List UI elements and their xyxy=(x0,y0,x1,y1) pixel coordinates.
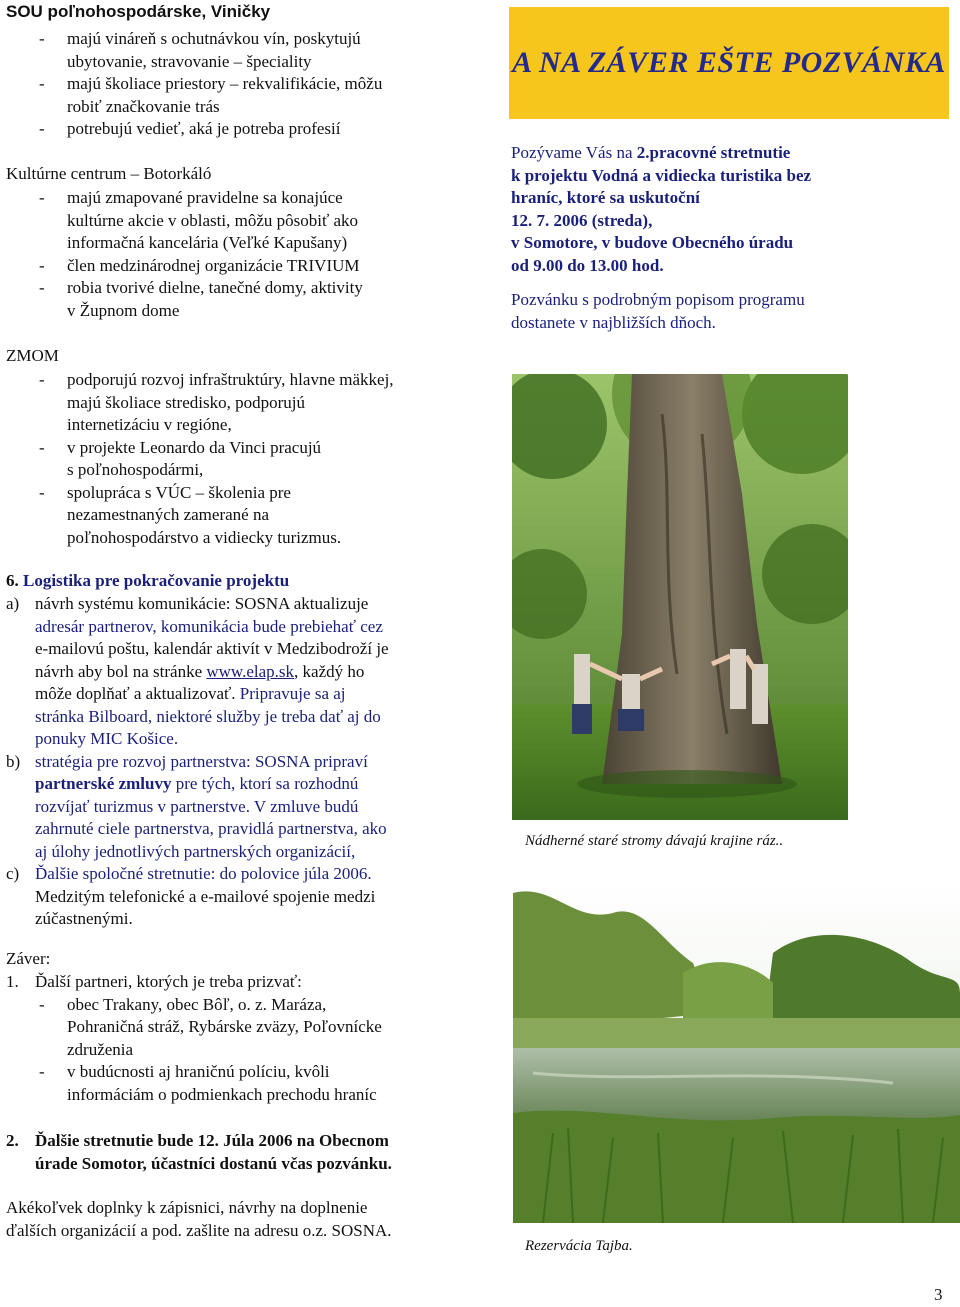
list-item: - podporujú rozvoj infraštruktúry, hlavne mäkkej, majú školiace stredisko, podporujú internetizáciu v regióne, xyxy=(39,370,394,434)
list-item: - majú vináreň s ochutnávkou vín, poskytujú ubytovanie, stravovanie – špeciality xyxy=(39,29,361,71)
list-item-c: c) Ďalšie spoločné stretnutie: do polovice júla 2006. Medzitým telefonické a e-mailové spojenie medzi zúčastnenými. xyxy=(6,864,376,928)
kc-list xyxy=(6,187,476,322)
tree-caption: Nádherné staré stromy dávajú krajine ráz.. xyxy=(525,833,784,849)
list-item: - majú zmapované pravidelne sa konajúce kultúrne akcie v oblasti, môžu pôsobiť ako informačná kancelária (Veľké Kapušany) xyxy=(39,188,359,252)
zaver-list xyxy=(6,971,476,1106)
invitation-banner xyxy=(509,7,949,119)
page-number: 3 xyxy=(934,1285,943,1304)
logistics-heading: 6. Logistika pre pokračovanie projektu xyxy=(6,571,290,590)
zmom-heading: ZMOM xyxy=(6,346,59,365)
lake-caption: Rezervácia Tajba. xyxy=(525,1238,633,1254)
list-item-a: a) návrh systému komunikácie: SOSNA aktualizuje adresár partnerov, komunikácia bude prebiehať cez e-mailovú poštu, kalendár aktivít v Medzibodroží je návrh aby bol na stránke www.elap.sk, každý ho môže doplňať a aktualizovať. Pripravuje sa aj stránka Bilboard, niektoré služby je treba dať aj do ponuky MIC Košice. xyxy=(6,594,389,748)
closing-note: Akékoľvek doplnky k zápisnici, návrhy na doplnenie ďalších organizácií a pod. zašlite na adresu o.z. SOSNA. xyxy=(6,1198,392,1240)
sou-heading: SOU poľnohospodárske, Viničky xyxy=(6,2,271,21)
list-item: - potrebujú vedieť, aká je potreba profesií xyxy=(39,119,341,138)
logistics-list xyxy=(6,593,476,931)
list-item: - v budúcnosti aj hraničnú políciu, kvôli informáciám o podmienkach prechodu hraníc xyxy=(39,1062,377,1104)
tree-photo-image xyxy=(512,374,848,820)
elap-link[interactable]: www.elap.sk xyxy=(206,661,295,681)
zaver-item-1: 1. Ďalší partneri, ktorých je treba prizvať: xyxy=(6,972,302,991)
list-item: - obec Trakany, obec Bôľ, o. z. Maráza, Pohraničná stráž, Rybárske zväzy, Poľovnícke združenia xyxy=(39,994,382,1059)
zaver-heading: Záver: xyxy=(6,949,51,968)
lake-photo xyxy=(513,883,960,1223)
list-item: - majú školiace priestory – rekvalifikácie, môžu robiť značkovanie trás xyxy=(39,74,383,116)
tree-photo xyxy=(512,374,848,820)
sou-list xyxy=(6,28,476,141)
list-item: - spolupráca s VÚC – školenia pre nezamestnaných zamerané na poľnohospodárstvo a vidiecky turizmus. xyxy=(39,482,342,547)
list-item: - člen medzinárodnej organizácie TRIVIUM xyxy=(39,255,360,275)
banner-title: A NA ZÁVER EŠTE POZVÁNKA xyxy=(512,45,946,79)
list-item: - v projekte Leonardo da Vinci pracujú s poľnohospodármi, xyxy=(39,437,322,479)
list-item-b: b) stratégia pre rozvoj partnerstva: SOSNA pripraví partnerské zmluvy pre tých, ktorí sa rozhodnú rozvíjať turizmus v partnerstve. V zmluve budú zahrnuté ciele partnerstva, pravidlá partnerstva, ako aj úlohy jednotlivých partnerských organizácií, xyxy=(6,751,387,861)
lake-photo-image xyxy=(513,883,960,1223)
invitation-text: Pozývame Vás na 2.pracovné stretnutie k projektu Vodná a vidiecka turistika bez hraníc, ktoré sa uskutoční 12. 7. 2006 (streda), v Somotore, v budove Obecného úradu od 9.00 do 13.00 hod. Pozvánku s podrobným popisom programu dostanete v najbližších dňoch. xyxy=(511,143,812,332)
list-item: - robia tvorivé dielne, tanečné domy, aktivity v Župnom dome xyxy=(39,278,363,320)
zmom-list xyxy=(6,369,476,549)
zaver-item-2: 2. Ďalšie stretnutie bude 12. Júla 2006 na Obecnom úrade Somotor, účastníci dostanú včas pozvánku. xyxy=(6,1131,392,1173)
kc-heading: Kultúrne centrum – Botorkáló xyxy=(6,164,212,183)
